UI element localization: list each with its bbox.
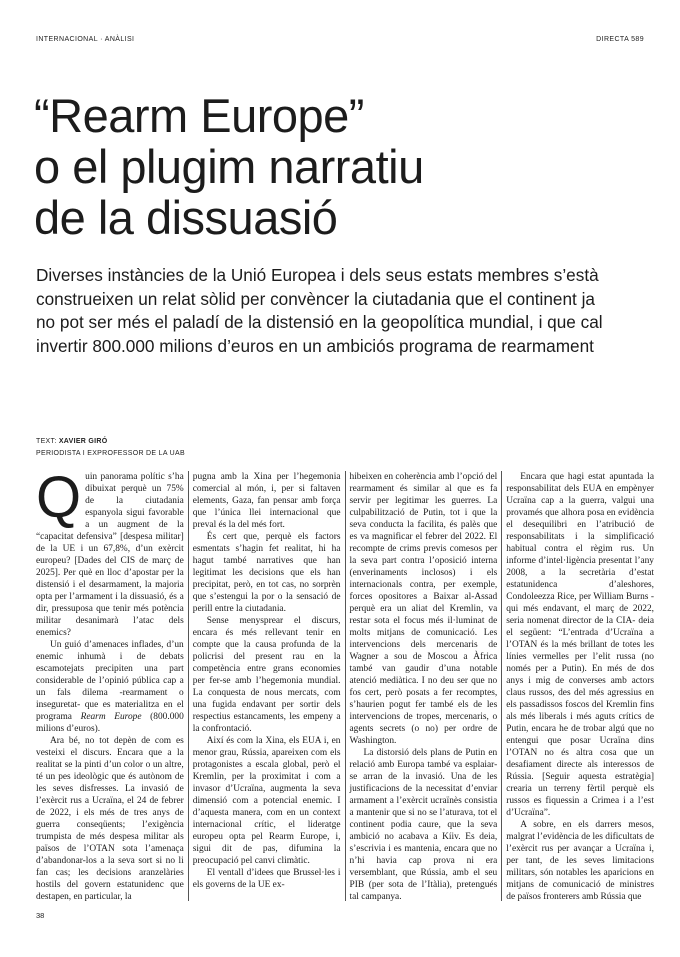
paragraph: Encara que hagi estat apuntada la responsabilitat dels EUA en empènyer Ucraïna cap a la guerra, valgui una provamés que alhora posa en evidència el desequilibri en l’atribució de responsabilitats i la simplificació habitual contra el règim rus. Un informe d’intel·ligència presentat l’any 2008, a la secretària d’estat estatunidenca d’aleshores, Condoleezza Rice, per William Burns -qui més endavant, el març de 2022, seria nomenat director de la CIA- deia el següent: “L’entrada d’Ucraïna a l’OTAN és la més brillant de totes les línies vermelles per l’elit russa (no només per a Putin). En més de dos anys i mig de converses amb actors claus russos, des del més agressius en els passadissos foscos del Kremlin fins als més liberals i més aguts crítics de Putin, encara he de trobar algú que no entengui que posar Ucraïna dins l’OTAN no és altra cosa que un desafiament directe als interessos de Rússia. [Seguir aquesta estratègia] crearia un terreny fèrtil perquè els russos es fiquessin a Crimea i a l’est d’Ucraïna”.	[506, 472, 654, 818]
byline	[36, 436, 185, 460]
running-header	[36, 36, 644, 43]
body-column-2	[188, 471, 345, 901]
headline-line-2: o el plugim narratiu	[34, 140, 424, 193]
paragraph-text: Un guió d’amenaces inflades, d’un enemic inhumà i de debats escamotejats precipiten una part considerable de l’opinió pública cap a un fals dilema -rearmament o inseguretat- que es materialitza en el programa	[36, 640, 184, 722]
publication-label: DIRECTA 589	[596, 36, 644, 43]
page-number: 38	[36, 911, 45, 920]
paragraph: El ventall d’idees que Brussel·les i els governs de la UE ex-	[192, 868, 341, 890]
paragraph	[36, 639, 184, 735]
standfirst-line-2: construeixen un relat sòlid per convèncer la ciutadania que el continent ja	[36, 288, 595, 309]
headline-line-3: de la dissuasió	[34, 191, 338, 244]
standfirst-line-4: invertir 800.000 milions d’euros en un ambiciós programa de rearmament	[36, 335, 594, 356]
paragraph: Ara bé, no tot depèn de com es vesteixi el discurs. Encara que a la realitat se la pinti d’un color o un altre, té un pes ideològic que és autònom de les seves disfresses. La invasió de l’exèrcit rus a Ucraïna, el 24 de febrer de 2022, i els més de tres anys de guerra conseqüents; l’exigència trumpista de més despesa militar als països de l’OTAN sota l’amenaça d’abandonar-los a la seva sort si no li fan cas; les decisions aranzelàries hostils del govern estatunidenc que destapen, en particular, la	[36, 736, 184, 901]
body-column-3	[345, 471, 502, 901]
headline-line-1: “Rearm Europe”	[34, 89, 364, 142]
author-role: PERIODISTA I EXPROFESSOR DE LA UAB	[36, 450, 185, 457]
paragraph	[36, 471, 184, 639]
paragraph: És cert que, perquè els factors esmentats s’hagin fet realitat, hi ha hagut també narratives que han legitimat les decisions que els han precipitat, però, en tot cas, no sorprèn que s’estengui la por o la sensació de perill entre la ciutadania.	[192, 532, 341, 614]
standfirst-line-1: Diverses instàncies de la Unió Europea i dels seus estats membres s’està	[36, 265, 599, 285]
body-column-4	[501, 471, 658, 901]
section-label: INTERNACIONAL · ANÀLISI	[36, 36, 135, 43]
program-name: Rearm Europe	[80, 712, 142, 722]
article-standfirst	[36, 264, 646, 358]
credit-label: TEXT:	[36, 438, 57, 445]
author-line	[36, 436, 185, 448]
paragraph: Així és com la Xina, els EUA i, en menor grau, Rússia, apareixen com els protagonistes a escala global, però el Kremlin, per la proximitat i com a invasor d’Ucraïna, augmenta la seva dimensió com a potencial enemic. I d’aquesta manera, com en un context internacional crític, el lideratge europeu opta pel Rearm Europe, i, sigui dit de pas, difumina la preocupació pel canvi climàtic.	[192, 736, 341, 866]
standfirst-line-3: no pot ser més el paladí de la distensió en la geopolítica mundial, i que cal	[36, 312, 603, 332]
paragraph: A sobre, en els darrers mesos, malgrat l’evidència de les dificultats de l’exèrcit rus per avançar a Ucraïna i, per tant, de les seves limitacions militars, són notables les aparicions en mitjans de comunicació de ministres de països fronterers amb Rússia que	[506, 820, 654, 901]
paragraph-text: (800.000 milions d’euros).	[36, 712, 184, 734]
paragraph: La distorsió dels plans de Putin en relació amb Europa també va esplaiar-se arran de la invasió. Una de les justificacions de la necessitat d’enviar armament a l’exèrcit ucraïnès consistia a mantenir que si no se l’aturava, tot el continent podia caure, que la seva ambició no acabava a Kíiv. Es deia, s’escrivia i es mantenia, encara que no n’hi havia cap prova ni era versemblant, que Rússia, amb el seu PIB (per sota de l’Itàlia), pretengués tal campanya.	[349, 748, 498, 901]
body-column-1	[34, 471, 188, 901]
paragraph: hibeixen en coherència amb l’opció del rearmament és similar al que es fa servir per legitimar les guerres. La culpabilització de Putin, tot i que la seva conducta la facilita, és palès que es va magnificar el febrer del 2022. El recompte de crims previs comesos per la seva part contra l’oposició interna (enverinaments inclosos) i els internacionals contra, per exemple, forces opositores a Baixar al-Assad perquè era un aliat del Kremlin, va restar sota el focus més il·luminat de molts mitjans de comunicació. Les intervencions dels mercenaris de Wagner a sou de Moscou a Àfrica també van gaudir d’una notable atenció mediàtica. I no deu ser que no fos cert, però posats a fer recomptes, s’haurien pogut fer també els de les intervencions de tropes, mercenaris, o agents secrets (o no) per ordre de Washington.	[349, 472, 498, 746]
paragraph: pugna amb la Xina per l’hegemonia comercial al món, i, per si faltaven elements, Gaza, fan pensar amb força que l’única llei internacional que preval és la del més fort.	[192, 472, 341, 530]
paragraph-text: uin panorama polític s’ha dibuixat perquè un 75% de la ciutadania espanyola sigui favorable a un augment de la “capacitat defensiva” [despesa militar] de la UE i un 67,8%, d’un exèrcit europeu? [Dades del CIS de març de 2025]. Per què en lloc d’apostar per la distensió i el desarmament, la majoria opta per l’armament i la dissuasió, és a dir, pressuposa que tenir més potència militar desanimarà l’atac dels enemics?	[36, 472, 184, 638]
article-body	[34, 471, 658, 901]
drop-cap: Q	[36, 471, 82, 530]
author-name: XAVIER GIRÓ	[58, 438, 108, 445]
paragraph: Sense menysprear el discurs, encara és més rellevant tenir en compte que la causa profunda de la policrisi del present rau en la competència entre grans economies per fer-se amb l’hegemonia mundial. La conquesta de nous mercats, com una fugida endavant per sortir dels respectius estancaments, les empeny a la confrontació.	[192, 616, 341, 734]
article-headline	[34, 90, 654, 243]
